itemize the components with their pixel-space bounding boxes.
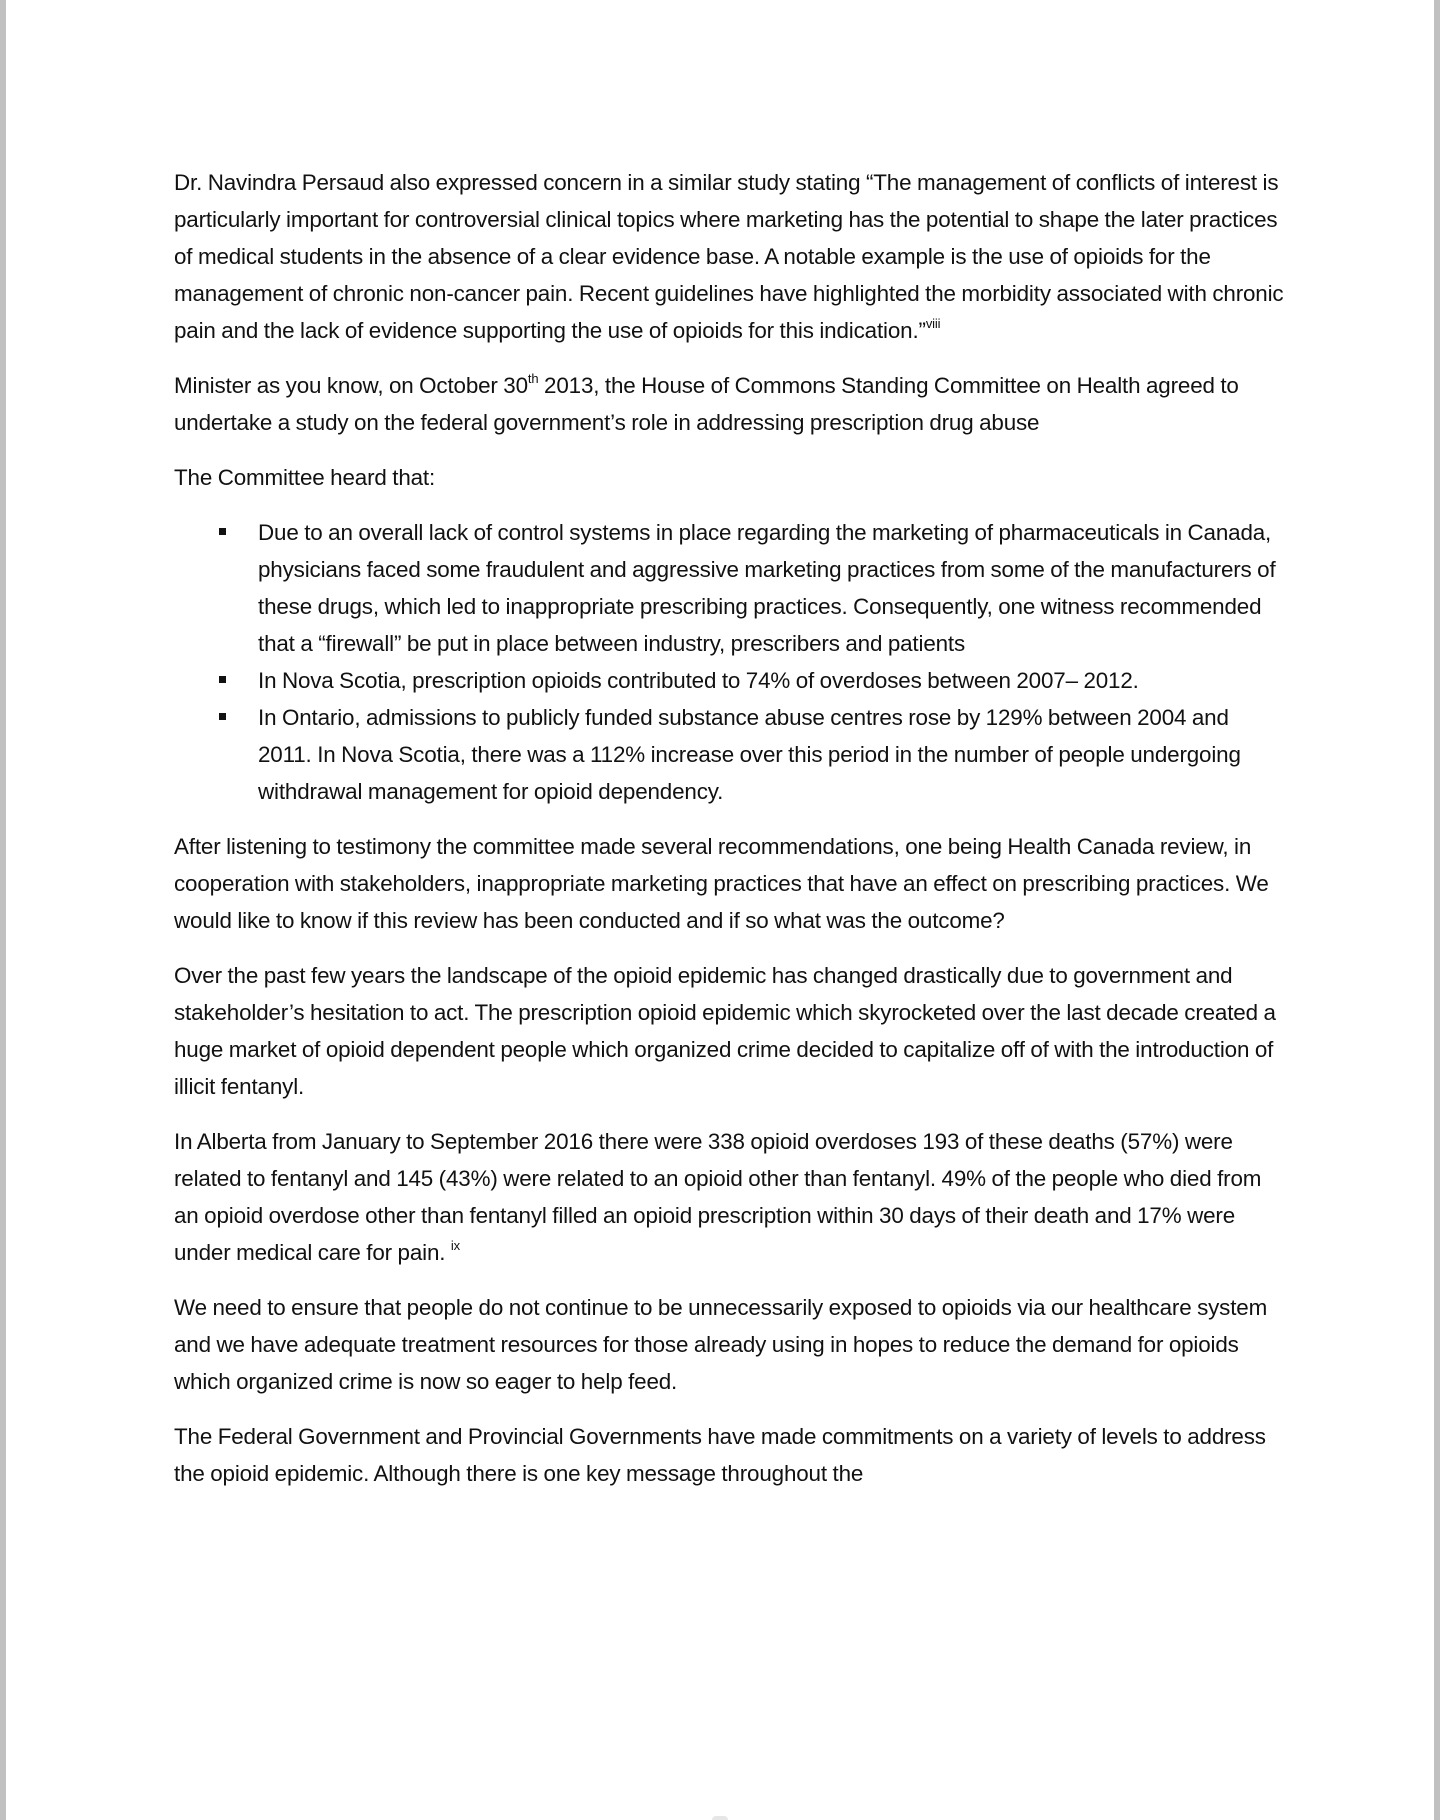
page-edge-left — [0, 0, 6, 1820]
paragraph-text: Minister as you know, on October 30 — [174, 373, 528, 398]
paragraph-alberta-stats — [174, 1123, 1284, 1271]
list-item-text: Due to an overall lack of control systems in place regarding the marketing of pharmaceuticals in Canada, physicians faced some fraudulent and aggressive marketing practices from some of the manufacturers of these drugs, which led to inappropriate prescribing practices. Consequently, one witness recommended that a “firewall” be put in place between industry, prescribers and patients — [258, 520, 1276, 656]
paragraph-commitments: The Federal Government and Provincial Governments have made commitments on a variety of levels to address the opioid epidemic. Although there is one key message throughout the — [174, 1424, 1266, 1486]
list-item-text: In Nova Scotia, prescription opioids contributed to 74% of overdoses between 2007– 2012. — [258, 668, 1139, 693]
paragraph-committee-study — [174, 367, 1284, 441]
list-item-text: In Ontario, admissions to publicly funded substance abuse centres rose by 129% between 2004 and 2011. In Nova Scotia, there was a 112% increase over this period in the number of people undergoing withdrawal management for opioid dependency. — [258, 705, 1241, 804]
page-edge-right — [1434, 0, 1440, 1820]
document-page — [174, 164, 1284, 1510]
paragraph-recommendations: After listening to testimony the committee made several recommendations, one being Health Canada review, in cooperation with stakeholders, inappropriate marketing practices that have an effect on prescribing practices. We would like to know if this review has been conducted and if so what was the outcome? — [174, 834, 1269, 933]
list-item — [258, 699, 1284, 810]
paragraph-text: Dr. Navindra Persaud also expressed concern in a similar study stating “The management of conflicts of interest is particularly important for controversial clinical topics where marketing has the potential to shape the later practices of medical students in the absence of a clear evidence base. A notable example is the use of opioids for the management of chronic non-cancer pain. Recent guidelines have highlighted the morbidity associated with chronic pain and the lack of evidence supporting the use of opioids for this indication.” — [174, 170, 1284, 343]
bullet-icon — [219, 713, 226, 720]
paragraph-persaud-quote — [174, 164, 1284, 349]
footnote-ref[interactable]: viii — [925, 315, 941, 331]
bullet-icon — [219, 528, 226, 535]
list-item — [258, 514, 1284, 662]
page-scroll-indicator — [712, 1816, 728, 1820]
paragraph-committee-heard: The Committee heard that: — [174, 465, 436, 490]
paragraph-text: 2013, the House of Commons Standing Committee on Health agreed to undertake a study on the federal government’s role in addressing prescription drug abuse — [174, 373, 1239, 435]
ordinal-suffix: th — [527, 370, 539, 386]
paragraph-ensure: We need to ensure that people do not continue to be unnecessarily exposed to opioids via our healthcare system and we have adequate treatment resources for those already using in hopes to reduce the demand for opioids which organized crime is now so eager to help feed. — [174, 1295, 1268, 1394]
paragraph-landscape: Over the past few years the landscape of the opioid epidemic has changed drastically due to government and stakeholder’s hesitation to act. The prescription opioid epidemic which skyrocketed over the last decade created a huge market of opioid dependent people which organized crime decided to capitalize off of with the introduction of illicit fentanyl. — [174, 963, 1276, 1099]
bullet-icon — [219, 676, 226, 683]
footnote-ref[interactable]: ix — [450, 1237, 461, 1253]
bullet-list — [174, 514, 1284, 810]
paragraph-text: In Alberta from January to September 2016 there were 338 opioid overdoses 193 of these deaths (57%) were related to fentanyl and 145 (43%) were related to an opioid other than fentanyl. 49% of the people who died from an opioid overdose other than fentanyl filled an opioid prescription within 30 days of their death and 17% were under medical care for pain. — [174, 1129, 1262, 1265]
list-item — [258, 662, 1284, 699]
